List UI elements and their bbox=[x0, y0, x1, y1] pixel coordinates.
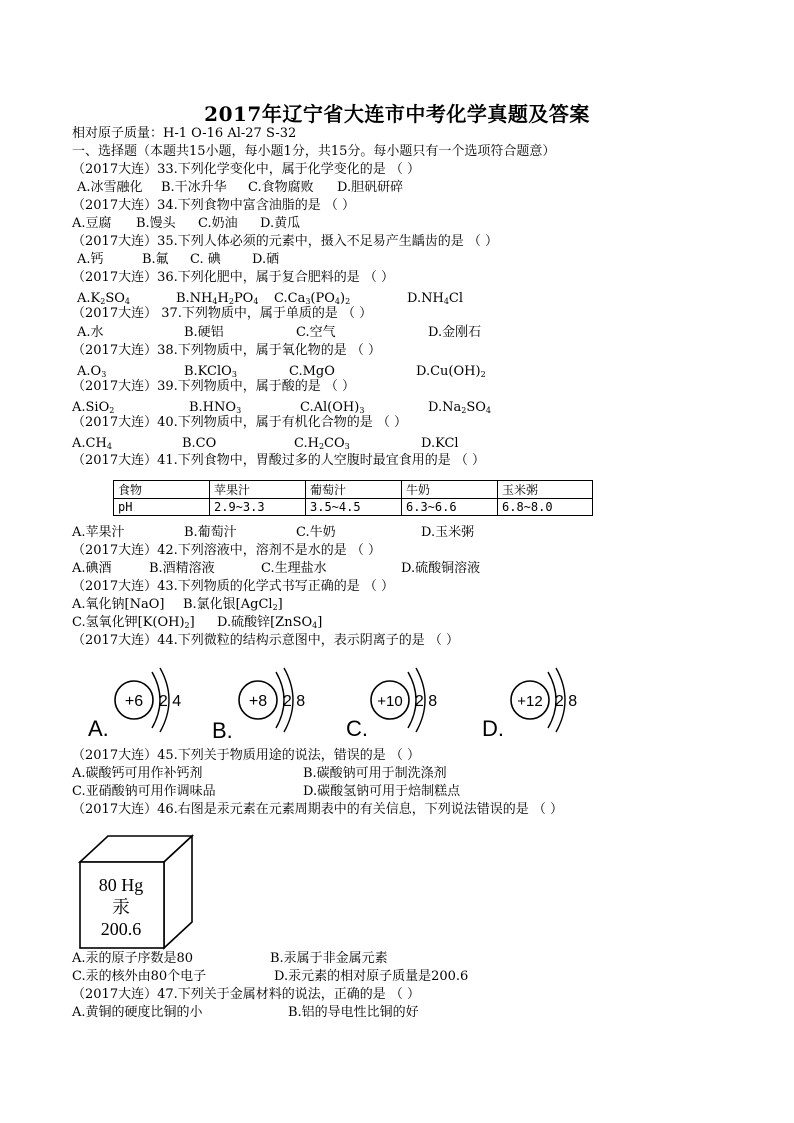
q34-option-c: C.奶油 bbox=[198, 216, 238, 231]
q42-option-a: A.碘酒 bbox=[72, 561, 112, 576]
table-cell: 苹果汁 bbox=[210, 481, 306, 499]
q40-option-c: $C.H_2CO_3$ bbox=[294, 436, 350, 451]
q37-option-d: D.金刚石 bbox=[428, 325, 482, 340]
q45-stem: （2017大连）45.下列关于物质用途的说法，错误的是 （ ） bbox=[72, 748, 421, 763]
table-cell: 牛奶 bbox=[402, 481, 498, 499]
q35-option-d: D.硒 bbox=[252, 252, 280, 267]
q42-option-d: D.硫酸铜溶液 bbox=[401, 561, 481, 576]
page-title: 2017年辽宁省大连市中考化学真题及答案 bbox=[204, 102, 590, 126]
q33-option-b: B.干冰升华 bbox=[161, 180, 227, 195]
table-cell: 葡萄汁 bbox=[306, 481, 402, 499]
atom-a-electrons: 2 4 bbox=[158, 693, 182, 710]
q37-stem: （2017大连） 37.下列物质中，属于单质的是 （ ） bbox=[72, 306, 373, 321]
atom-d-electrons: 2 8 bbox=[554, 693, 578, 710]
table-cell: 6.3~6.6 bbox=[402, 499, 498, 516]
table-row bbox=[114, 481, 593, 499]
q40-stem: （2017大连）40.下列物质中，属于有机化合物的是 （ ） bbox=[72, 415, 408, 430]
element-card-mass: 200.6 bbox=[100, 919, 142, 939]
q45-option-d: D.碳酸氢钠可用于焙制糕点 bbox=[303, 784, 461, 799]
q35-option-c: C. 碘 bbox=[190, 252, 221, 267]
q40-option-a: $A.CH_4$ bbox=[72, 436, 112, 451]
q40-option-d: D.KCl bbox=[421, 436, 459, 451]
q33-option-a: A.冰雪融化 bbox=[77, 180, 143, 195]
q41-option-d: D.玉米粥 bbox=[421, 525, 475, 540]
atom-b-electrons: 2 8 bbox=[282, 693, 306, 710]
q40-option-b: B.CO bbox=[182, 436, 217, 451]
table-cell: 玉米粥 bbox=[498, 481, 593, 499]
q44-stem: （2017大连）44.下列微粒的结构示意图中，表示阴离子的是 （ ） bbox=[72, 633, 460, 648]
table-row bbox=[114, 499, 593, 516]
q43-option-b: B.氯化银[AgCl$_2$] bbox=[183, 597, 283, 612]
atom-d-nucleus: +12 bbox=[517, 693, 543, 710]
q45-option-c: C.亚硝酸钠可用作调味品 bbox=[72, 784, 216, 799]
atom-b-letter: B. bbox=[212, 718, 233, 743]
q46-option-d: D.汞元素的相对原子质量是200.6 bbox=[274, 969, 469, 984]
atom-c-nucleus: +10 bbox=[377, 693, 403, 710]
q38-option-d: $D.Cu(OH)_2$ bbox=[416, 364, 486, 379]
q43-option-c: C.氢氧化钾$[K(OH)_2]$ bbox=[72, 615, 195, 630]
q33-option-d: D.胆矾研碎 bbox=[337, 180, 404, 195]
q38-option-b: B.KClO$_3$ bbox=[184, 364, 237, 379]
table-cell: 食物 bbox=[114, 481, 210, 499]
table-cell: 6.8~8.0 bbox=[498, 499, 593, 516]
q42-stem: （2017大连）42.下列溶液中，溶剂不是水的是 （ ） bbox=[72, 543, 382, 558]
q35-option-b: B.氟 bbox=[142, 252, 169, 267]
q41-option-b: B.葡萄汁 bbox=[184, 525, 237, 540]
element-card-name: 汞 bbox=[112, 897, 130, 917]
q39-option-d: $D.Na_2SO_4$ bbox=[428, 400, 491, 415]
q37-option-b: B.硬铝 bbox=[184, 325, 224, 340]
atom-b-nucleus: +8 bbox=[248, 693, 268, 710]
q47-option-b: B.铝的导电性比铜的好 bbox=[288, 1005, 419, 1020]
q38-stem: （2017大连）38.下列物质中，属于氧化物的是 （ ） bbox=[72, 343, 382, 358]
atom-a-nucleus: +6 bbox=[124, 693, 144, 710]
q36-option-d: $D.NH_4Cl$ bbox=[407, 291, 464, 306]
q46-option-a: A.汞的原子序数是80 bbox=[72, 951, 194, 966]
q34-stem: （2017大连）34.下列食物中富含油脂的是 （ ） bbox=[72, 198, 356, 213]
q36-option-b: $B.NH_4H_2PO_4$ bbox=[176, 291, 259, 306]
q42-option-c: C.生理盐水 bbox=[261, 561, 327, 576]
q41-option-c: C.牛奶 bbox=[296, 525, 336, 540]
q45-option-b: B.碳酸钠可用于制洗涤剂 bbox=[303, 766, 447, 781]
q36-stem: （2017大连）36.下列化肥中，属于复合肥料的是 （ ） bbox=[72, 270, 395, 285]
q46-option-c: C.汞的核外由80个电子 bbox=[72, 969, 207, 984]
q35-option-a: A.钙 bbox=[77, 252, 104, 267]
ph-table bbox=[113, 480, 593, 516]
table-cell: pH bbox=[114, 499, 210, 516]
q39-stem: （2017大连）39.下列物质中，属于酸的是 （ ） bbox=[72, 379, 356, 394]
atom-diagram-b bbox=[216, 662, 336, 742]
q43-stem: （2017大连）43.下列物质的化学式书写正确的是 （ ） bbox=[72, 579, 395, 594]
element-card-number-symbol: 80 Hg bbox=[98, 875, 144, 895]
q46-option-b: B.汞属于非金属元素 bbox=[270, 951, 388, 966]
q39-option-a: A.SiO$_2$ bbox=[72, 400, 115, 415]
q38-option-a: $A.O_3$ bbox=[77, 364, 107, 379]
q45-option-a: A.碳酸钙可用作补钙剂 bbox=[72, 766, 203, 781]
table-cell: 3.5~4.5 bbox=[306, 499, 402, 516]
atom-diagram-a bbox=[92, 662, 212, 742]
q36-option-c: $C.Ca_3(PO_4)_2$ bbox=[274, 291, 351, 306]
atom-diagram-d bbox=[488, 662, 608, 742]
q34-option-a: A.豆腐 bbox=[72, 216, 112, 231]
q41-option-a: A.苹果汁 bbox=[72, 525, 125, 540]
section-heading: 一、选择题（本题共15小题，每小题1分，共15分。每小题只有一个选项符合题意） bbox=[72, 144, 556, 159]
q34-option-b: B.馒头 bbox=[136, 216, 176, 231]
q37-option-a: A.水 bbox=[77, 325, 104, 340]
table-cell: 2.9~3.3 bbox=[210, 499, 306, 516]
q47-stem: （2017大连）47.下列关于金属材料的说法，正确的是 （ ） bbox=[72, 987, 421, 1002]
q43-option-a: A.氧化钠[NaO] bbox=[72, 597, 165, 612]
q41-stem: （2017大连）41.下列食物中，胃酸过多的人空腹时最宜食用的是 （ ） bbox=[72, 453, 486, 468]
q37-option-c: C.空气 bbox=[296, 325, 336, 340]
q35-stem: （2017大连）35.下列人体必须的元素中，摄入不足易产生龋齿的是 （ ） bbox=[72, 234, 499, 249]
q36-option-a: $A.K_2SO_4$ bbox=[77, 291, 130, 306]
q33-option-c: C.食物腐败 bbox=[248, 180, 314, 195]
q46-stem: （2017大连）46.右图是汞元素在元素周期表中的有关信息，下列说法错误的是 （ ） bbox=[72, 802, 564, 817]
q34-option-d: D.黄瓜 bbox=[260, 216, 301, 231]
atom-c-letter: C. bbox=[346, 716, 368, 741]
atomic-mass-line: 相对原子质量：H-1 O-16 Al-27 S-32 bbox=[72, 126, 297, 141]
q47-option-a: A.黄铜的硬度比铜的小 bbox=[72, 1005, 203, 1020]
q42-option-b: B.酒精溶液 bbox=[149, 561, 215, 576]
atom-d-letter: D. bbox=[482, 716, 504, 741]
q39-option-c: $C.Al(OH)_3$ bbox=[300, 400, 365, 415]
q39-option-b: $B.HNO_3$ bbox=[189, 400, 242, 415]
atom-a-letter: A. bbox=[88, 716, 109, 741]
q43-option-d: D.硫酸锌[ZnSO$_4$] bbox=[217, 615, 323, 630]
q38-option-c: C.MgO bbox=[289, 364, 335, 379]
atom-c-electrons: 2 8 bbox=[414, 693, 438, 710]
q33-stem: （2017大连）33.下列化学变化中，属于化学变化的是 （ ） bbox=[72, 162, 421, 177]
